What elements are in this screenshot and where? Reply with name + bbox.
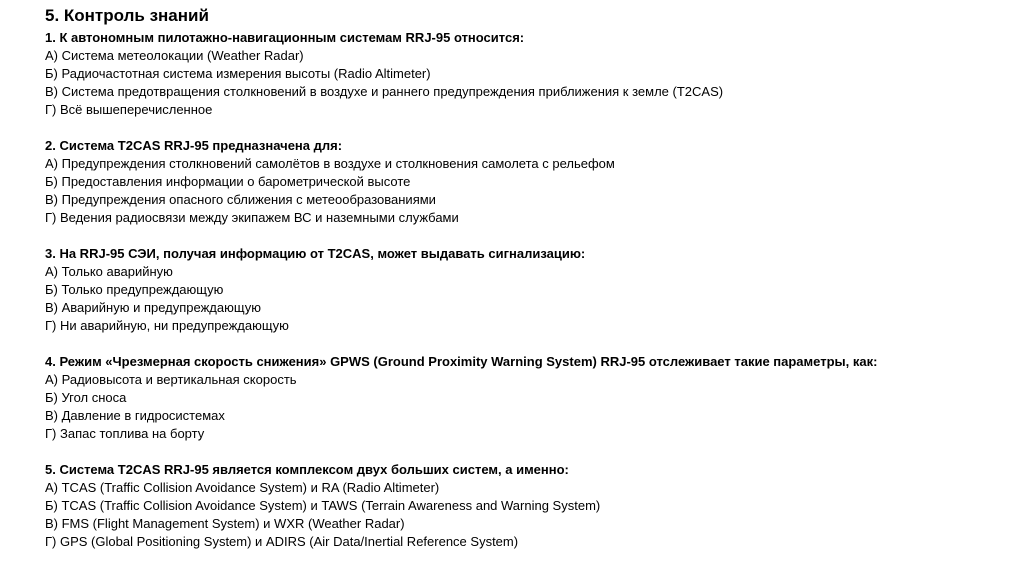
answer-option-a: А) Только аварийную [45, 264, 173, 279]
answer-option-a: А) TCAS (Traffic Collision Avoidance System) и RA (Radio Altimeter) [45, 480, 440, 495]
answer-option-b: Б) Только предупреждающую [45, 282, 224, 297]
question-3 [45, 245, 1024, 335]
answer-option-v: В) FMS (Flight Management System) и WXR (Weather Radar) [45, 516, 405, 531]
answer-option-v: В) Аварийную и предупреждающую [45, 300, 261, 315]
answer-option-v: В) Система предотвращения столкновений в воздухе и раннего предупреждения приближения к земле (T2CAS) [45, 84, 724, 99]
answer-option-a: А) Предупреждения столкновений самолётов в воздухе и столкновения самолета с рельефом [45, 156, 615, 171]
answer-option-b: Б) TCAS (Traffic Collision Avoidance System) и TAWS (Terrain Awareness and Warning System) [45, 498, 601, 513]
question-text: 1. К автономным пилотажно-навигационным системам RRJ-95 относится: [45, 30, 525, 45]
question-1 [45, 29, 1024, 119]
answer-option-b: Б) Предоставления информации о барометрической высоте [45, 174, 411, 189]
page-title: 5. Контроль знаний [45, 6, 209, 25]
question-4 [45, 353, 1024, 443]
answer-option-b: Б) Угол сноса [45, 390, 127, 405]
question-text: 4. Режим «Чрезмерная скорость снижения» GPWS (Ground Proximity Warning System) RRJ-95 отслеживает такие параметры, как: [45, 354, 878, 369]
question-text: 2. Система T2CAS RRJ-95 предназначена для: [45, 138, 343, 153]
question-text: 3. На RRJ-95 СЭИ, получая информацию от T2CAS, может выдавать сигнализацию: [45, 246, 586, 261]
answer-option-g: Г) Запас топлива на борту [45, 426, 205, 441]
answer-option-g: Г) GPS (Global Positioning System) и ADIRS (Air Data/Inertial Reference System) [45, 534, 519, 549]
answer-option-v: В) Предупреждения опасного сближения с метеообразованиями [45, 192, 436, 207]
question-text: 5. Система T2CAS RRJ-95 является комплексом двух больших систем, а именно: [45, 462, 569, 477]
answer-option-g: Г) Ни аварийную, ни предупреждающую [45, 318, 289, 333]
question-5 [45, 461, 1024, 551]
question-2 [45, 137, 1024, 227]
answer-option-g: Г) Всё вышеперечисленное [45, 102, 213, 117]
answer-option-a: А) Система метеолокации (Weather Radar) [45, 48, 304, 63]
answer-option-b: Б) Радиочастотная система измерения высоты (Radio Altimeter) [45, 66, 431, 81]
answer-option-g: Г) Ведения радиосвязи между экипажем ВС и наземными службами [45, 210, 459, 225]
answer-option-v: В) Давление в гидросистемах [45, 408, 225, 423]
answer-option-a: А) Радиовысота и вертикальная скорость [45, 372, 297, 387]
